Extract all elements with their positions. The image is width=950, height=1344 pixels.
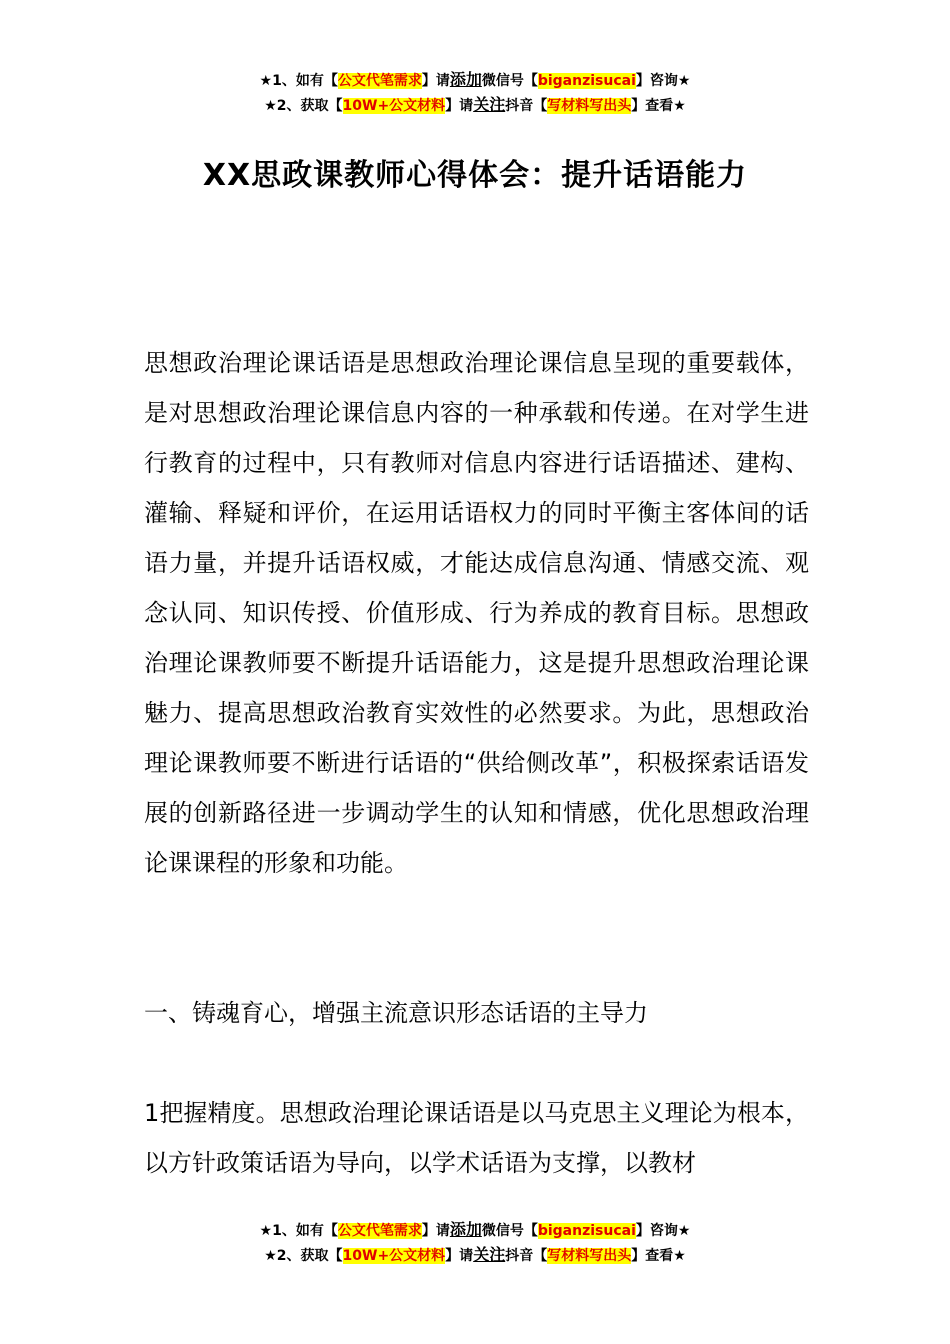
banner-text: 】请 [421,1223,450,1239]
banner-text: 抖音【 [505,98,548,114]
banner-text: 】请 [421,73,450,89]
body-paragraph [144,338,809,888]
banner-text: ★1、如有【 [259,73,338,89]
heading-text: 一、铸魂育心，增强主流意识形态话语的主导力 [144,999,648,1027]
banner-text: 】咨询★ [635,73,691,89]
highlight-text: 公文代笔需求 [337,1223,422,1239]
banner-line-2 [0,1243,950,1268]
banner-text: 】请 [445,98,474,114]
section-heading [144,988,809,1038]
paragraph-text: 1把握精度。思想政治理论课话语是以马克思主义理论为根本，以方针政策话语为导向，以学术话语为支撑，以教材 [144,1099,809,1177]
highlight-text: biganzisucai [537,73,636,89]
banner-line-1 [0,1218,950,1243]
banner-text: 】查看★ [631,1248,686,1264]
banner-text: ★2、获取【 [264,98,343,114]
banner-text: ★1、如有【 [259,1223,338,1239]
highlight-text: 公文代笔需求 [337,73,422,89]
highlight-text: 10W+公文材料 [342,98,446,114]
banner-text: 微信号【 [481,73,538,89]
banner-text: 微信号【 [481,1223,538,1239]
banner-text: ★2、获取【 [264,1248,343,1264]
document-title: XX思政课教师心得体会：提升话语能力 [202,158,748,193]
body-paragraph [144,1088,809,1188]
highlight-text: 写材料写出头 [547,98,632,114]
paragraph-text: 思想政治理论课话语是思想政治理论课信息呈现的重要载体，是对思想政治理论课信息内容的一种承载和传递。在对学生进行教育的过程中，只有教师对信息内容进行话语描述、建构、灌输、释疑和评价，在运用话语权力的同时平衡主客体间的话语力量，并提升话语权威，才能达成信息沟通、情感交流、观念认同、知识传授、价值形成、行为养成的教育目标。思想政治理论课教师要不断提升话语能力，这是提升思想政治理论课魅力、提高思想政治教育实效性的必然要求。为此，思想政治理论课教师要不断进行话语的“供给侧改革”，积极探索话语发展的创新路径进一步调动学生的认知和情感，优化思想政治理论课课程的形象和功能。 [144,349,809,877]
banner-text: 】咨询★ [635,1223,691,1239]
footer-banner [0,1218,950,1268]
underlined-text: 关注 [473,95,506,114]
highlight-text: biganzisucai [537,1223,636,1239]
banner-text: 抖音【 [505,1248,548,1264]
banner-line-1 [0,68,950,93]
underlined-text: 添加 [449,70,482,89]
highlight-text: 写材料写出头 [547,1248,632,1264]
header-banner [0,68,950,118]
banner-text: 】查看★ [631,98,686,114]
underlined-text: 添加 [449,1220,482,1239]
banner-line-2 [0,93,950,118]
highlight-text: 10W+公文材料 [342,1248,446,1264]
underlined-text: 关注 [473,1245,506,1264]
banner-text: 】请 [445,1248,474,1264]
